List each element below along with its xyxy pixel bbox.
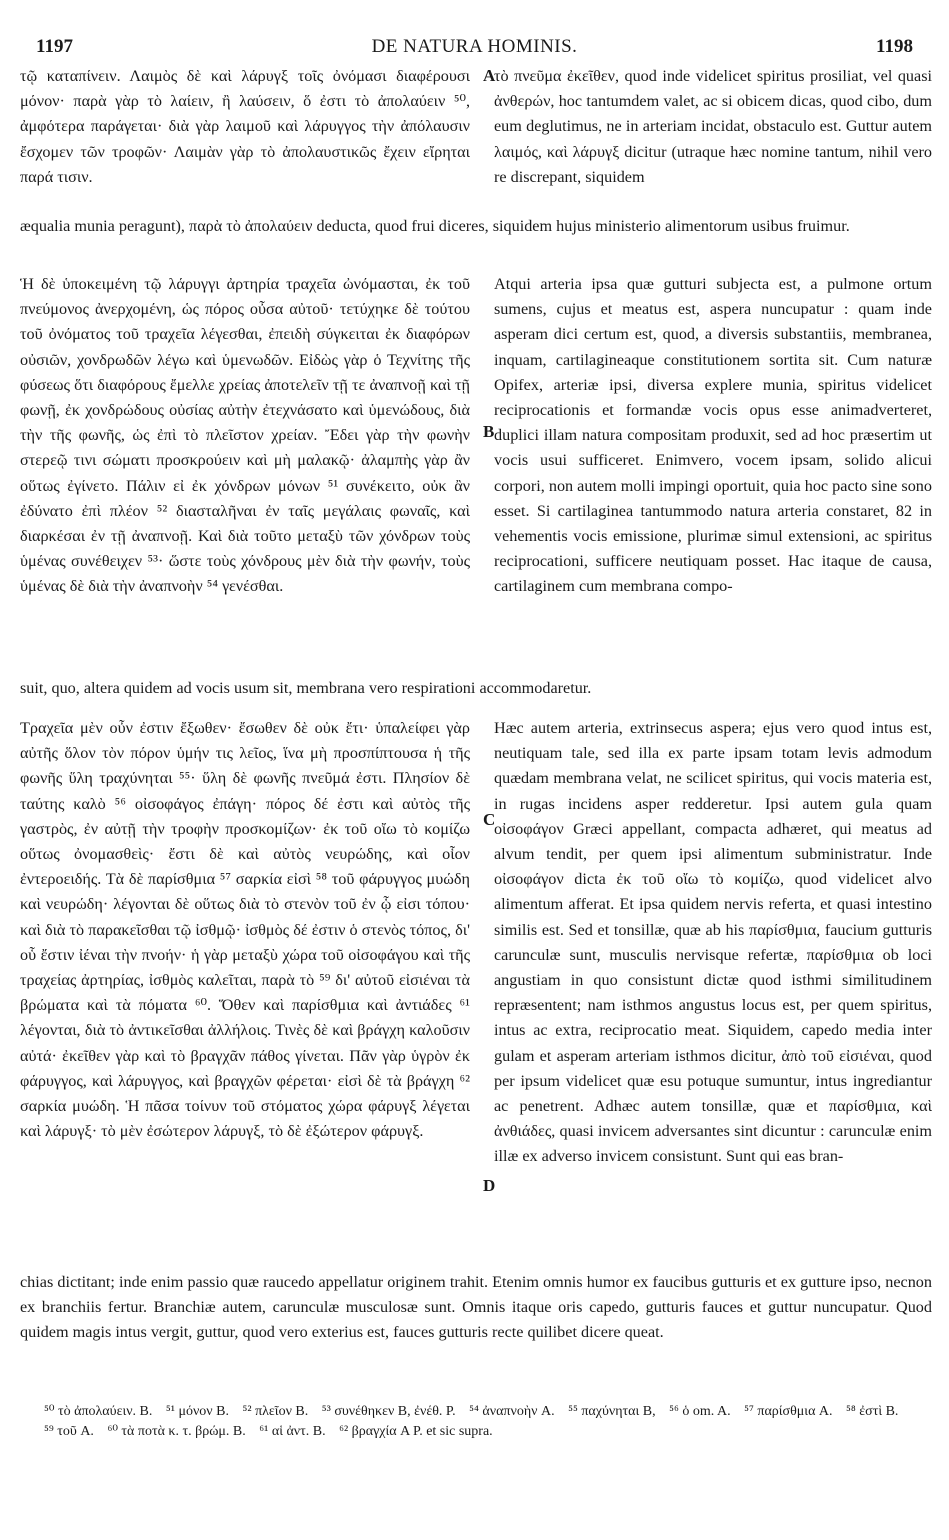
margin-marker: B: [483, 422, 495, 441]
continuation-text: suit, quo, altera quidem ad vocis usum sit, membrana vero respirationi accommodaretur.: [20, 679, 592, 697]
footnote: ⁶² βραγχία A P. et sic supra.: [339, 1424, 493, 1439]
greek-column: Ἡ δὲ ὑποκειμένη τῷ λάρυγγι ἀρτηρία τραχεῖα ὠνόμασται, ἐκ τοῦ πνεύμονος ἀνερχομένη, ὡς πόρος οὖσα αὐτοῦ· τετύχηκε δὲ τούτου τοῦ ὀνόματος τοῦ τραχεῖα λέγεσθαι, ἐπειδὴ σύγκειται ἐκ διαφόρων οὐσιῶν, χονδρωδῶν λέγω καὶ ὑμενωδῶν. Εἰδὼς γὰρ ὁ Τεχνίτης τῆς φύσεως ὅτι διαφόρους ἔμελλε χρείας ἀποτελεῖν τῇ τε ἀναπνοῇ καὶ τῇ φωνῇ, ἐκ χονδρώδους οὐσίας αὐτὴν ἐτεχνάσατο καὶ ὑμενώδους, διὰ τὴν τῆς φωνῆς, ὡς ἐπὶ τὸ πλεῖστον χρείαν. Ἔδει γὰρ τὴν φωνὴν στερεῷ τινι σώματι προσκρούειν καὶ μὴ μαλακῷ· ἀλαμπὴς γὰρ ἂν οὕτως ἐγίνετο. Πάλιν εἰ ἐκ χόνδρων μόνων ⁵¹ συνέκειτο, οὐκ ἂν ἐδύνατο ἐπὶ πλέον ⁵² διασταλῆναι ἐν ταῖς μεγάλαις φωναῖς, καὶ διαρκέσαι ἐν τῇ ἀναπνοῇ. Καὶ διὰ τοῦτο μεταξὺ τῶν χόνδρων τοὺς ὑμένας συνέθειχεν ⁵³· ὥστε τοὺς χόνδρους μὲν διὰ τὴν φωνήν, τοὺς ὑμένας δὲ διὰ τὴν ἀναπνοὴν ⁵⁴ γενέσθαι.: [20, 275, 470, 596]
continuation-text: æqualia munia peragunt), παρὰ τὸ ἀπολαύειν deducta, quod frui diceres, siquidem hujus ministerio alimentorum usibus fruimur.: [20, 217, 850, 235]
latin-column: Hæc autem arteria, extrinsecus aspera; ejus vero quod intus est, neutiquam tale, sed illa ex parte ipsam totam levis admodum quædam membrana velat, ne scilicet spiritus, qui vocis materia est, in rugas incidens asper redderetur. Ipsi autem gula quam οἰσοφάγον Græci appellant, compacta adhæret, qui meatus ad alvum tendit, per quem ipsi alimentum subministratur. Inde οἰσοφάγον dicta ἐκ τοῦ οἴω τὸ κομίζω, quod videlicet alvo alimentum afferat. Et ipsa quidem nervis referta, et quasi intestino similis est. Sed et tonsillæ, quæ ab his παρίσθμια, faucium gutturis carunculæ sunt, musculis nervisque refertæ, παρίσθμια ob loci angustiam in quo consistunt dictæ quod isthmi similitudinem repræsentent; nam isthmos angustus locus est, per quem spiritus, intus ac extra, reciprocatio meat. Siquidem, capedo media inter gulam et asperam arteriam isthmos dicitur, ἀπὸ τοῦ εἰσιέναι, quod per ipsum videlicet quæ esu potuque sumuntur, intus ingrediantur ac penetrent. Adhæc autem tonsillæ, quæ et παρίσθμια, καὶ ἀνθιάδες, quasi invicem adversantes sint dicuntur : carunculæ enim illæ ex adverso invicem consistunt. Sunt qui eas bran-: [494, 719, 932, 1166]
section-a: [20, 64, 932, 254]
continuation-text: chias dictitant; inde enim passio quæ raucedo appellatur originem trahit. Etenim omnis humor ex faucibus gutturis et ex gutture ipso, necnon ex branchiis fertur. Branchiæ autem, carunculæ musculosæ sunt. Omnis itaque oris capedo, gutturis fauces et guttur nuncupatur. Quod quidem magis intus vergit, guttur, quod vero exterius est, fauces gutturis recte quilibet dicere queat.: [20, 1273, 932, 1342]
page-number-left: 1197: [36, 36, 73, 57]
footnote: ⁵² πλεῖον B.: [242, 1404, 309, 1419]
footnote: ⁶⁰ τὰ ποτὰ κ. τ. βρώμ. B.: [107, 1424, 246, 1439]
footnote: ⁵⁴ ἀναπνοὴν A.: [469, 1404, 555, 1419]
section-b: [20, 272, 932, 712]
footnotes: [44, 1402, 914, 1442]
margin-marker-d: D: [483, 1176, 496, 1195]
margin-marker: A: [483, 66, 496, 85]
greek-column: τῷ καταπίνειν. Λαιμὸς δὲ καὶ λάρυγξ τοῖς ὀνόμασι διαφέρουσι μόνον· παρὰ γὰρ τὸ λαίειν, ἢ λαύσειν, ὅ ἐστι τὸ ἀπολαύειν ⁵⁰, ἀμφότερα παράγεται· διὰ γὰρ λαιμοῦ καὶ λάρυγγος τὴν ἀπόλαυσιν ἔσχομεν τῶν τροφῶν· Λαιμὰν γὰρ τὸ ἀπολαυστικῶς ἔχειν εἴρηται παρά τισιν.: [20, 67, 470, 186]
running-title: DE NATURA HOMINIS.: [371, 36, 578, 57]
footnote: ⁵⁸ ἐστὶ B.: [846, 1404, 899, 1419]
latin-column: Atqui arteria ipsa quæ gutturi subjecta est, a pulmone ortum sumens, cujus et meatus est, aspera nuncupatur : quam inde asperam dici certum est, quod, a diversis substantiis, membranea, inquam, cartilagineaque constitutionem sortita sit. Cum naturæ Opifex, arteriæ ipsi, diversa explere munia, spiritus videlicet reciprocationis et formandæ vocis opus esse animadverteret, duplici illam natura compositam produxit, sed ad hoc præsertim ut vocis usui sufficeret. Enimvero, vocem ipsam, solido alicui corpori, non autem molli impingi oportuit, quia hoc pacto sine sono esset. Si cartilaginea tantummodo natura arteria constaret, 82 in vehementis vocis emissione, plurimæ simul extensioni, ac spiritus reciprocationi, sufficere neutiquam posset. Hac itaque de causa, cartilaginem cum membrana compo-: [494, 275, 932, 596]
margin-marker: C: [483, 810, 496, 829]
footnote: ⁵⁵ παχύνηται B,: [568, 1404, 656, 1419]
footnote: ⁵⁰ τὸ ἀπολαύειν. B.: [44, 1404, 153, 1419]
greek-column: Τραχεῖα μὲν οὖν ἐστιν ἔξωθεν· ἔσωθεν δὲ οὐκ ἔτι· ὑπαλείφει γὰρ αὐτῆς ὅλον τὸν πόρον ὑμήν τις λεῖος, ἵνα μὴ προσπίπτουσα ἡ τῆς φωνῆς ὕλη τραχύνηται ⁵⁵· ὕλη δὲ φωνῆς πνεῦμά ἐστι. Πλησίον δὲ ταύτης καλὸ ⁵⁶ οἰσοφάγος ἐπάγη· πόρος δέ ἐστι καὶ αὐτὸς τῆς γαστρὸς, ἐν αὐτῇ τὴν τροφὴν προσκομίζων· ἐκ τοῦ οἴω τὸ κομίζω οὕτως ὀνομασθεὶς· ἔστι δὲ καὶ αὐτὸς νευρώδης, καὶ οἷον ἐντεροειδής. Τὰ δὲ παρίσθμια ⁵⁷ σαρκία εἰσὶ ⁵⁸ τοῦ φάρυγγος μυώδη καὶ νευρώδη· λέγονται δὲ οὕτως διὰ τὸ στενὸν τοῦ ἐν ᾧ εἰσι τόπου· καὶ διὰ τὸ παρακεῖσθαι τῷ ἰσθμῷ· ἰσθμὸς δέ ἐστιν ὁ στενὸς τόπος, δι' οὗ ἔστιν ἰέναι τὴν πνοήν· ἡ γὰρ μεταξὺ χώρα τοῦ οἰσοφάγου καὶ τῆς τραχείας ἀρτηρίας, ἰσθμὸς καλεῖται, παρὰ τὸ ⁵⁹ δι' αὐτοῦ εἰσιέναι τὰ βρώματα καὶ τὰ πόματα ⁶⁰. Ὅθεν καὶ παρίσθμια καὶ ἀντιάδες ⁶¹ λέγονται, διὰ τὸ ἀντικεῖσθαι ἀλλήλοις. Τινὲς δὲ καὶ βράγχη καλοῦσιν αὐτά· ἐκεῖθεν γὰρ καὶ τὸ βραγχᾶν πάθος γίνεται. Πᾶν γὰρ ὑγρὸν ἐκ φάρυγγος, καὶ λάρυγγος, καὶ βραγχῶν φέρεται· εἰσὶ δὲ τὰ βράγχη ⁶² σαρκία μυώδη. Ἡ πᾶσα τοίνυν τοῦ στόματος χώρα φάρυγξ λέγεται καὶ λάρυγξ· τὸ μὲν ἐσώτερον λάρυγξ, τὸ δὲ ἐξώτερον φάρυγξ.: [20, 719, 470, 1141]
footnote: ⁵⁹ τοῦ A.: [44, 1424, 94, 1439]
footnote: ⁶¹ αἱ ἀντ. B.: [259, 1424, 326, 1439]
section-c: [20, 716, 932, 1366]
footnote: ⁵¹ μόνον B.: [165, 1404, 229, 1419]
footnote: ⁵⁶ ὁ om. A.: [669, 1404, 731, 1419]
page-number-right: 1198: [876, 36, 913, 57]
footnote: ⁵⁷ παρίσθμια A.: [744, 1404, 833, 1419]
running-header: [36, 36, 913, 60]
footnote: ⁵³ συνέθηκεν B, ἐνέθ. P.: [321, 1404, 456, 1419]
latin-column: τὸ πνεῦμα ἐκεῖθεν, quod inde videlicet spiritus prosiliat, vel quasi ἀνθερών, hoc tantumdem valet, ac si obicem dicas, quod cibo, dum eum deglutimus, ne in arteriam incidat, obstaculo est. Guttur autem λαιμός, καὶ λάρυγξ dicitur (utraque hæc nomine tantum, nihil vero re discrepant, siquidem: [494, 67, 932, 186]
